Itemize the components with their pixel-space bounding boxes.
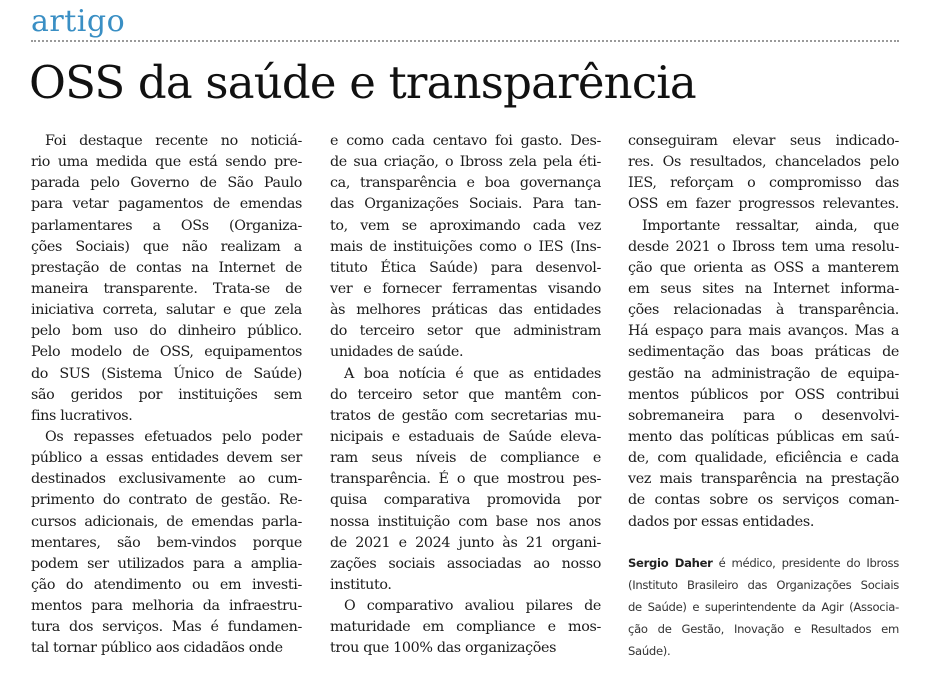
signature-line: de Saúde) e superintendente da Agir (Associa- [628, 600, 899, 614]
signature-line: (Instituto Brasileiro das Organizações Sociais [628, 578, 899, 592]
article-line: Importante ressaltar, ainda, que [642, 217, 899, 234]
article-line: pelo bom uso do dinheiro público. [31, 323, 302, 340]
article-line: ram seus níveis de compliance e [330, 450, 601, 467]
article-line: podem ser utilizados para a amplia- [31, 555, 302, 572]
article-line: maneira transparente. Trata-se de [31, 280, 302, 297]
article-line: do terceiro setor que mantêm con- [330, 386, 601, 403]
article-line: destinados exclusivamente ao cum- [31, 471, 302, 488]
article-line: zações sociais associadas ao nosso [330, 555, 601, 572]
article-line: ções Sociais) que não realizam a [31, 238, 302, 255]
article-line: do SUS (Sistema Único de Saúde) [31, 365, 302, 382]
article-column-2 [330, 131, 601, 660]
article-line: quisa comparativa promovida por [330, 492, 601, 509]
article-line: parlamentares a OSs (Organiza- [31, 217, 302, 234]
article-line: tratos de gestão com secretarias mu- [330, 407, 601, 424]
article-line: primento do contrato de gestão. Re- [31, 492, 302, 509]
article-line: tal tornar público aos cidadãos onde [31, 640, 283, 657]
headline: OSS da saúde e transparência [29, 56, 696, 109]
article-line: tituto Ética Saúde) para desenvol- [330, 259, 601, 276]
article-line: mento das políticas públicas em saú- [628, 428, 899, 445]
article-line: parada pelo Governo de São Paulo [31, 175, 302, 192]
article-line: to, vem se aproximando cada vez [330, 217, 601, 234]
article-line: IES, reforçam o compromisso das [628, 175, 899, 192]
article-line: gestão na administração de equipa- [628, 365, 899, 382]
article-line: trou que 100% das organizações [330, 640, 557, 657]
article-line: nossa instituição com base nos anos [330, 513, 601, 530]
article-line: vez mais transparência na prestação [628, 471, 899, 488]
article-line: desde 2021 o Ibross tem uma resolu- [628, 238, 899, 255]
article-line: mentares, são bem-vindos porque [31, 534, 302, 551]
article-line: das Organizações Sociais. Para tan- [330, 196, 601, 213]
article-line: público a essas entidades devem ser [31, 450, 302, 467]
article-line: para vetar pagamentos de emendas [31, 196, 302, 213]
dotted-divider [31, 40, 899, 42]
article-line: Os repasses efetuados pelo poder [45, 428, 302, 445]
section-label: artigo [31, 4, 126, 39]
article-line: em seus sites na Internet informa- [628, 280, 899, 297]
article-line: fins lucrativos. [31, 407, 133, 424]
author-name: Sergio Daher [628, 556, 713, 570]
article-line: sobremaneira para o desenvolvi- [628, 407, 899, 424]
article-line: Foi destaque recente no noticiá- [45, 133, 302, 149]
article-line: ção do atendimento ou em investi- [31, 576, 302, 593]
article-line: res. Os resultados, chancelados pelo [628, 154, 899, 171]
article-line: dados por essas entidades. [628, 513, 815, 530]
article-line: tura dos serviços. Mas é fundamen- [31, 619, 302, 636]
article-line: mentos públicos por OSS contribui [628, 386, 899, 403]
author-bio-line: é médico, presidente do Ibross [712, 556, 900, 570]
article-line: sedimentação das boas práticas de [628, 344, 899, 361]
article-column-3 [628, 131, 899, 533]
article-line: são geridos por instituições sem [31, 386, 302, 403]
article-line: OSS em fazer progressos relevantes. [628, 196, 899, 213]
article-line: de contas sobre os serviços coman- [628, 492, 899, 509]
article-line: ção que orienta as OSS a manterem [628, 259, 899, 276]
article-line: Há espaço para mais avanços. Mas a [628, 323, 899, 340]
author-signature [628, 552, 899, 662]
article-line: A boa notícia é que as entidades [344, 365, 601, 382]
article-line: prestação de contas na Internet de [31, 259, 302, 276]
article-line: maturidade em compliance e mos- [330, 619, 601, 636]
article-line: de, com qualidade, eficiência e cada [628, 450, 899, 467]
article-line: e como cada centavo foi gasto. Des- [330, 133, 601, 149]
article-line: rio uma medida que está sendo pre- [31, 154, 302, 171]
article-line: nicipais e estaduais de Saúde eleva- [330, 428, 601, 445]
article-line: instituto. [330, 576, 392, 593]
article-line: iniciativa correta, salutar e que zela [31, 302, 302, 319]
article-line: ver e fornecer ferramentas visando [330, 280, 601, 297]
article-line: do terceiro setor que administram [330, 323, 601, 340]
article-line: de sua criação, o Ibross zela pela éti- [330, 154, 601, 171]
article-line: Pelo modelo de OSS, equipamentos [31, 344, 302, 361]
signature-line: Saúde). [628, 644, 671, 658]
article-line: às melhores práticas das entidades [330, 302, 601, 319]
signature-line: ção de Gestão, Inovação e Resultados em [628, 622, 899, 636]
article-line: ca, transparência e boa governança [330, 175, 601, 192]
article-line: ções relacionadas à transparência. [628, 302, 899, 319]
article-line: unidades de saúde. [330, 344, 464, 361]
article-line: mais de instituições como o IES (Ins- [330, 238, 601, 255]
article-line: transparência. É o que mostrou pes- [330, 471, 601, 488]
article-line: de 2021 e 2024 junto às 21 organi- [330, 534, 601, 551]
signature-line [628, 552, 899, 574]
article-line: cursos adicionais, de emendas parla- [31, 513, 302, 530]
article-line: O comparativo avaliou pilares de [344, 598, 601, 615]
article-line: conseguiram elevar seus indicado- [628, 133, 899, 149]
article-line: mentos para melhoria da infraestru- [31, 598, 302, 615]
article-column-1 [31, 131, 302, 660]
